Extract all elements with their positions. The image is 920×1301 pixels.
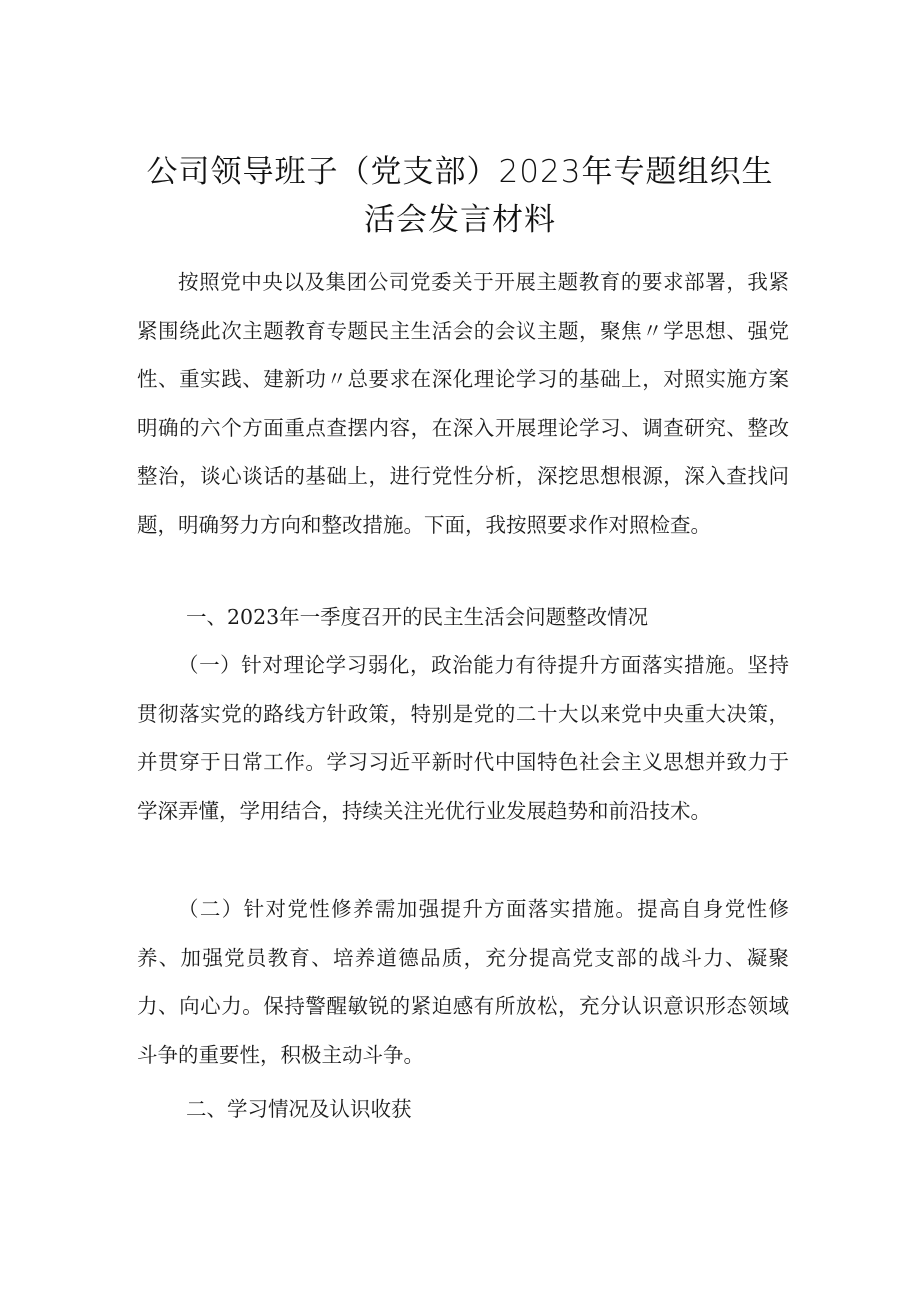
section-1-heading: 一、2023年一季度召开的民主生活会问题整改情况 (186, 605, 649, 629)
section-1-item-2: （二）针对党性修养需加强提升方面落实措施。提高自身党性修养、加强党员教育、培养道德品质，充分提高党支部的战斗力、凝聚力、向心力。保持警醒敏锐的紧迫感有所放松，充分认识意识形态领域斗争的重要性，积极主动斗争。 (137, 897, 789, 1067)
section-2-heading: 二、学习情况及认识收获 (186, 1097, 412, 1121)
section-1-item-1: （一）针对理论学习弱化，政治能力有待提升方面落实措施。坚持贯彻落实党的路线方针政策，特别是党的二十大以来党中央重大决策，并贯穿于日常工作。学习习近平新时代中国特色社会主义思想并致力于学深弄懂，学用结合，持续关注光优行业发展趋势和前沿技术。 (137, 653, 789, 823)
document-title-line-1: 公司领导班子（党支部）2023年专题组织生 (146, 154, 774, 190)
intro-paragraph: 按照党中央以及集团公司党委关于开展主题教育的要求部署，我紧紧围绕此次主题教育专题民主生活会的会议主题，聚焦〃学思想、强党性、重实践、建新功〃总要求在深化理论学习的基础上，对照实施方案明确的六个方面重点查摆内容，在深入开展理论学习、调查研究、整改整治，谈心谈话的基础上，进行党性分析，深挖思想根源，深入查找问题，明确努力方向和整改措施。下面，我按照要求作对照检查。 (137, 270, 789, 537)
document-title-line-2: 活会发言材料 (364, 202, 556, 238)
